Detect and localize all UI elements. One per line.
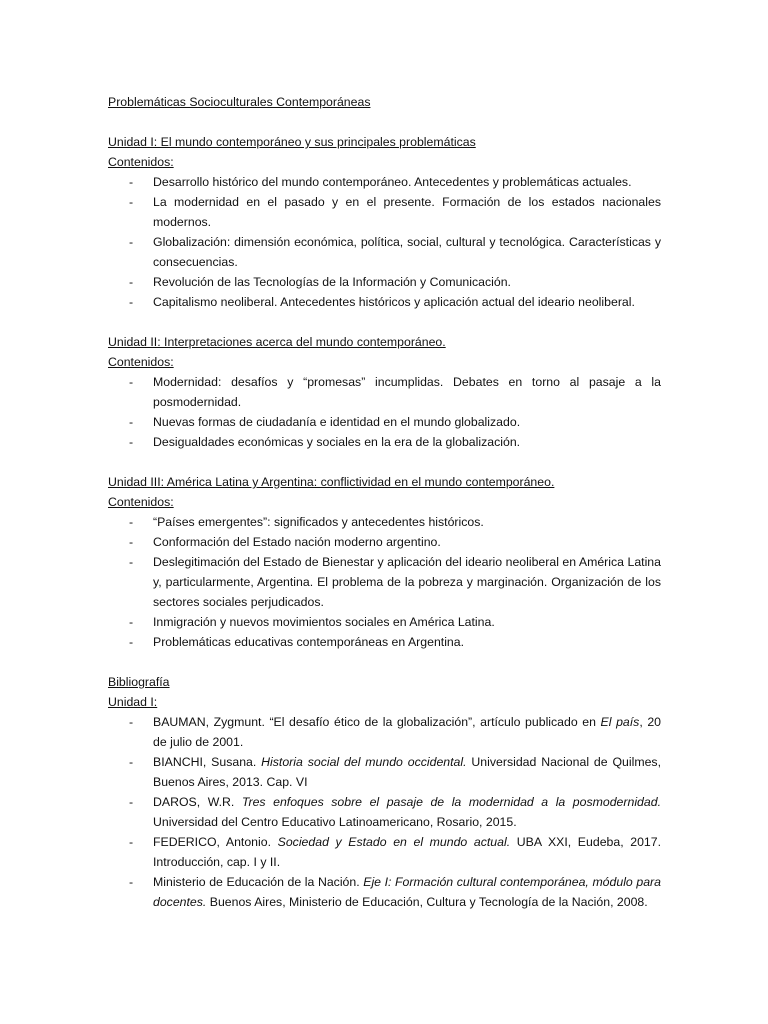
list-item: - Capitalismo neoliberal. Antecedentes históricos y aplicación actual del ideario neoliberal. [108, 292, 661, 312]
reference-item [108, 832, 661, 872]
list-item: - Desigualdades económicas y sociales en la era de la globalización. [108, 432, 661, 452]
list-item: - “Países emergentes”: significados y antecedentes históricos. [108, 512, 661, 532]
spacer [108, 652, 661, 672]
reference-details: Buenos Aires, Ministerio de Educación, Cultura y Tecnología de la Nación, 2008. [206, 895, 648, 909]
reference-author: BIANCHI, Susana. [153, 755, 262, 769]
bibliografia-list [108, 712, 661, 912]
bibliografia-title: Bibliografía [108, 675, 170, 689]
list-item: - Deslegitimación del Estado de Bienestar y aplicación del ideario neoliberal en América Latina y, particularmente, Argentina. El problema de la pobreza y marginación. Organización de los sectores sociales perjudicados. [108, 552, 661, 612]
unidad-1-list [108, 172, 661, 312]
list-item: - Conformación del Estado nación moderno argentino. [108, 532, 661, 552]
reference-author: FEDERICO, Antonio. [153, 835, 278, 849]
unidad-3-title: Unidad III: América Latina y Argentina: conflictividad en el mundo contemporáneo. [108, 475, 555, 489]
unidad-2-contenidos-label: Contenidos: [108, 355, 174, 369]
unidad-3-contenidos-label: Contenidos: [108, 495, 174, 509]
unidad-2-title: Unidad II: Interpretaciones acerca del mundo contemporáneo. [108, 335, 446, 349]
reference-author: DAROS, W.R. [153, 795, 242, 809]
list-item: - Problemáticas educativas contemporáneas en Argentina. [108, 632, 661, 652]
unidad-3-list [108, 512, 661, 652]
reference-item [108, 872, 661, 912]
reference-title: El país [600, 715, 640, 729]
list-item: - Nuevas formas de ciudadanía e identidad en el mundo globalizado. [108, 412, 661, 432]
reference-author: Ministerio de Educación de la Nación. [153, 875, 364, 889]
reference-title: Eje I: Formación cultural contemporánea, módulo para docentes. [153, 875, 661, 909]
reference-details: UBA XXI, Eudeba, 2017. Introducción, cap. I y II. [153, 835, 662, 869]
reference-details: , 20 de julio de 2001. [153, 715, 661, 749]
unidad-2-list [108, 372, 661, 452]
reference-details: Universidad del Centro Educativo Latinoamericano, Rosario, 2015. [153, 815, 517, 829]
list-item: - Inmigración y nuevos movimientos sociales en América Latina. [108, 612, 661, 632]
unidad-1-title: Unidad I: El mundo contemporáneo y sus principales problemáticas [108, 135, 476, 149]
list-item: - La modernidad en el pasado y en el presente. Formación de los estados nacionales modernos. [108, 192, 661, 232]
list-item: - Modernidad: desafíos y “promesas” incumplidas. Debates en torno al pasaje a la posmodernidad. [108, 372, 661, 412]
document-body [108, 92, 661, 912]
reference-item [108, 792, 661, 832]
reference-author: BAUMAN, Zygmunt. “El desafío ético de la globalización”, artículo publicado en [153, 715, 601, 729]
unidad-1-contenidos-label: Contenidos: [108, 155, 174, 169]
list-item: - Revolución de las Tecnologías de la Información y Comunicación. [108, 272, 661, 292]
spacer [108, 452, 661, 472]
reference-title: Sociedad y Estado en el mundo actual. [277, 835, 511, 849]
bibliografia-unidad-label: Unidad I: [108, 695, 158, 709]
reference-item [108, 752, 661, 792]
reference-title: Historia social del mundo occidental. [261, 755, 467, 769]
document-title: Problemáticas Socioculturales Contemporáneas [108, 95, 371, 109]
spacer [108, 112, 661, 132]
spacer [108, 312, 661, 332]
list-item: - Desarrollo histórico del mundo contemporáneo. Antecedentes y problemáticas actuales. [108, 172, 661, 192]
reference-details: Universidad Nacional de Quilmes, Buenos Aires, 2013. Cap. VI [153, 755, 661, 789]
list-item: - Globalización: dimensión económica, política, social, cultural y tecnológica. Características y consecuencias. [108, 232, 661, 272]
reference-title: Tres enfoques sobre el pasaje de la modernidad a la posmodernidad. [241, 795, 661, 809]
reference-item [108, 712, 661, 752]
